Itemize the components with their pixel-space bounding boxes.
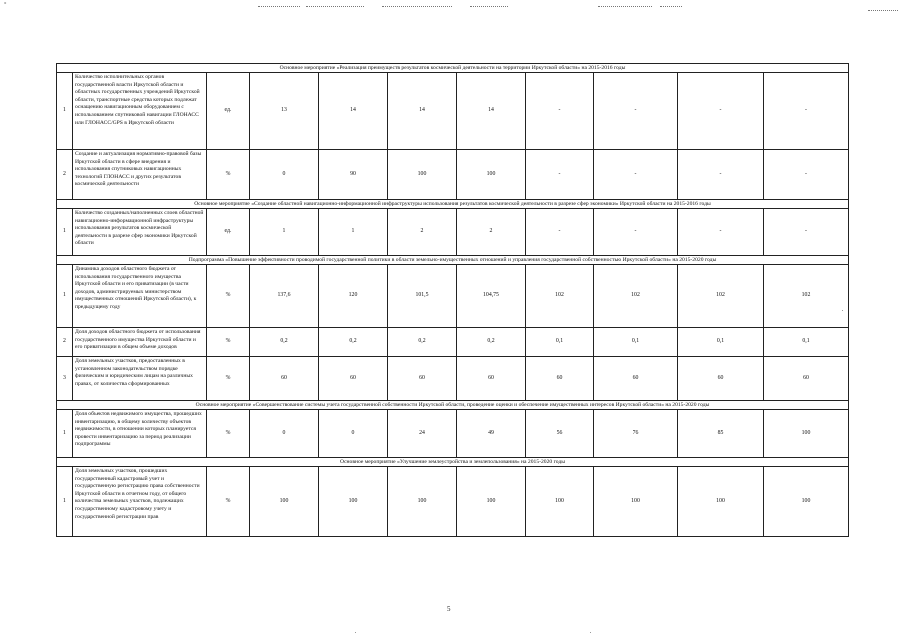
- table-row: [57, 265, 849, 328]
- section-header-row: [57, 401, 849, 410]
- table-row: [57, 467, 849, 537]
- value-cell: -: [764, 73, 849, 150]
- value-cell: -: [526, 209, 594, 256]
- value-cell: 102: [764, 265, 849, 328]
- value-cell: 2: [457, 209, 526, 256]
- value-cell: 90: [319, 150, 388, 200]
- value-cell: 60: [388, 357, 457, 401]
- value-cell: 1: [319, 209, 388, 256]
- value-cell: 0,1: [594, 328, 678, 357]
- value-cell: -: [526, 73, 594, 150]
- value-cell: 101,5: [388, 265, 457, 328]
- scan-header-marks: [0, 2, 905, 12]
- value-cell: -: [594, 209, 678, 256]
- indicators-table-body: [57, 64, 849, 537]
- value-cell: -: [678, 73, 764, 150]
- value-cell: 60: [764, 357, 849, 401]
- value-cell: -: [594, 73, 678, 150]
- value-cell: -: [764, 209, 849, 256]
- table-row: [57, 357, 849, 401]
- unit-cell: %: [207, 357, 250, 401]
- value-cell: -: [594, 150, 678, 200]
- value-cell: 0: [250, 150, 319, 200]
- value-cell: 60: [526, 357, 594, 401]
- value-cell: 85: [678, 410, 764, 458]
- value-cell: 100: [319, 467, 388, 537]
- value-cell: 49: [457, 410, 526, 458]
- scan-mark: [598, 6, 652, 7]
- value-cell: 102: [594, 265, 678, 328]
- unit-cell: %: [207, 328, 250, 357]
- value-cell: 0,2: [250, 328, 319, 357]
- value-cell: 60: [319, 357, 388, 401]
- value-cell: 13: [250, 73, 319, 150]
- section-header-row: [57, 256, 849, 265]
- value-cell: 2: [388, 209, 457, 256]
- value-cell: 102: [526, 265, 594, 328]
- indicator-description-cell: Доля доходов областного бюджета от использования государственного имущества Иркутской области и его приватизации в общем объеме доходов: [73, 328, 207, 357]
- value-cell: 100: [250, 467, 319, 537]
- corner-mark: °: [4, 2, 7, 8]
- value-cell: 14: [457, 73, 526, 150]
- indicators-table: [56, 63, 849, 537]
- table-row: [57, 209, 849, 256]
- indicator-description-cell: Доля земельных участков, прошедших государственный кадастровый учет и государственную регистрацию права собственности Иркутской области в отчетном году, от общего количества земельных участков, подлежащих государственному кадастровому учету и государственной регистрации прав: [73, 467, 207, 537]
- value-cell: 0,2: [388, 328, 457, 357]
- section-title: Основное мероприятие «Совершенствование системы учета государственной собственности Иркутской области, проведение оценки и обеспечение имущественных интересов Иркутской области» на 2015-2020 годы: [57, 401, 849, 410]
- scan-mark: [470, 6, 508, 7]
- value-cell: 100: [678, 467, 764, 537]
- value-cell: 102: [678, 265, 764, 328]
- value-cell: 120: [319, 265, 388, 328]
- value-cell: 0,1: [678, 328, 764, 357]
- unit-cell: %: [207, 410, 250, 458]
- value-cell: 76: [594, 410, 678, 458]
- value-cell: 100: [526, 467, 594, 537]
- table-row: [57, 73, 849, 150]
- value-cell: -: [526, 150, 594, 200]
- scan-mark: [258, 6, 300, 7]
- value-cell: 0: [250, 410, 319, 458]
- value-cell: 100: [388, 467, 457, 537]
- value-cell: 100: [457, 467, 526, 537]
- value-cell: 0: [319, 410, 388, 458]
- value-cell: 100: [594, 467, 678, 537]
- unit-cell: %: [207, 150, 250, 200]
- section-header-row: [57, 200, 849, 209]
- scan-mark: [868, 10, 898, 11]
- value-cell: 100: [764, 410, 849, 458]
- unit-cell: %: [207, 265, 250, 328]
- page-number: 5: [447, 605, 451, 613]
- value-cell: 56: [526, 410, 594, 458]
- value-cell: 100: [457, 150, 526, 200]
- table-row: [57, 150, 849, 200]
- row-number-cell: 2: [57, 150, 73, 200]
- value-cell: 1: [250, 209, 319, 256]
- indicator-description-cell: Количество созданных/наполненных слоев областной навигационно-информационной инфраструктуры использования результатов космической деятельности в разрезе сфер экономики Иркутской области: [73, 209, 207, 256]
- value-cell: 60: [250, 357, 319, 401]
- row-number-cell: 1: [57, 73, 73, 150]
- scan-mark: [382, 6, 452, 7]
- value-cell: 100: [764, 467, 849, 537]
- row-number-cell: 1: [57, 265, 73, 328]
- value-cell: 100: [388, 150, 457, 200]
- section-header-row: [57, 458, 849, 467]
- indicator-description-cell: Доля земельных участков, предоставленных в установленном законодательством порядке физическим и юридическим лицам на различных правах, от количества сформированных: [73, 357, 207, 401]
- section-title: Основное мероприятие «Улучшение землеустройства и землепользования» на 2015-2020 годы: [57, 458, 849, 467]
- scan-speck: [590, 632, 591, 633]
- table-row: [57, 410, 849, 458]
- indicator-description-cell: Количество исполнительных органов государственной власти Иркутской области и областных государственных учреждений Иркутской области, транспортные средства которых подлежат оснащению навигационным оборудованием с использованием спутниковой навигации ГЛОНАСС или ГЛОНАСС/GPS в Иркутской области: [73, 73, 207, 150]
- value-cell: 0,2: [319, 328, 388, 357]
- value-cell: 14: [388, 73, 457, 150]
- indicator-description-cell: Динамика доходов областного бюджета от использования государственного имущества Иркутской области и его приватизации (в части доходов, администрируемых министерством имущественных отношений Иркутской области), к предыдущему году: [73, 265, 207, 328]
- indicator-description-cell: Создание и актуализация нормативно-правовой базы Иркутской области в сфере внедрения и использования спутниковых навигационных технологий ГЛОНАСС и других результатов космической деятельности: [73, 150, 207, 200]
- value-cell: -: [678, 150, 764, 200]
- value-cell: -: [678, 209, 764, 256]
- row-number-cell: 2: [57, 328, 73, 357]
- value-cell: 0,1: [526, 328, 594, 357]
- scan-mark: [306, 6, 364, 7]
- section-header-row: [57, 64, 849, 73]
- unit-cell: ед.: [207, 209, 250, 256]
- value-cell: 60: [457, 357, 526, 401]
- section-title: Основное мероприятие «Создание областной навигационно-информационной инфраструктуры использования результатов космической деятельности в разрезе сфер экономики» Иркутской области на 2015-2016 годы: [57, 200, 849, 209]
- value-cell: 104,75: [457, 265, 526, 328]
- value-cell: 14: [319, 73, 388, 150]
- value-cell: 24: [388, 410, 457, 458]
- value-cell: -: [764, 150, 849, 200]
- row-number-cell: 1: [57, 410, 73, 458]
- row-number-cell: 1: [57, 467, 73, 537]
- section-title: Основное мероприятие «Реализация преимуществ результатов космической деятельности на территории Иркутской области» на 2015-2016 годы: [57, 64, 849, 73]
- value-cell: 60: [678, 357, 764, 401]
- unit-cell: ед.: [207, 73, 250, 150]
- value-cell: 60: [594, 357, 678, 401]
- value-cell: 0,2: [457, 328, 526, 357]
- scan-speck: [355, 632, 356, 633]
- scan-speck: [842, 310, 843, 311]
- indicator-description-cell: Доля объектов недвижимого имущества, прошедших инвентаризацию, в общему количеству объектов недвижимости, в отношении которых планируется провести инвентаризацию за период реализации подпрограммы: [73, 410, 207, 458]
- table-row: [57, 328, 849, 357]
- row-number-cell: 3: [57, 357, 73, 401]
- row-number-cell: 1: [57, 209, 73, 256]
- scan-mark: [660, 6, 682, 7]
- value-cell: 0,1: [764, 328, 849, 357]
- section-title: Подпрограмма «Повышение эффективности проводимой государственной политики в области земельно-имущественных отношений и управления государственной собственностью Иркутской области» на 2015-2020 годы: [57, 256, 849, 265]
- value-cell: 137,6: [250, 265, 319, 328]
- unit-cell: %: [207, 467, 250, 537]
